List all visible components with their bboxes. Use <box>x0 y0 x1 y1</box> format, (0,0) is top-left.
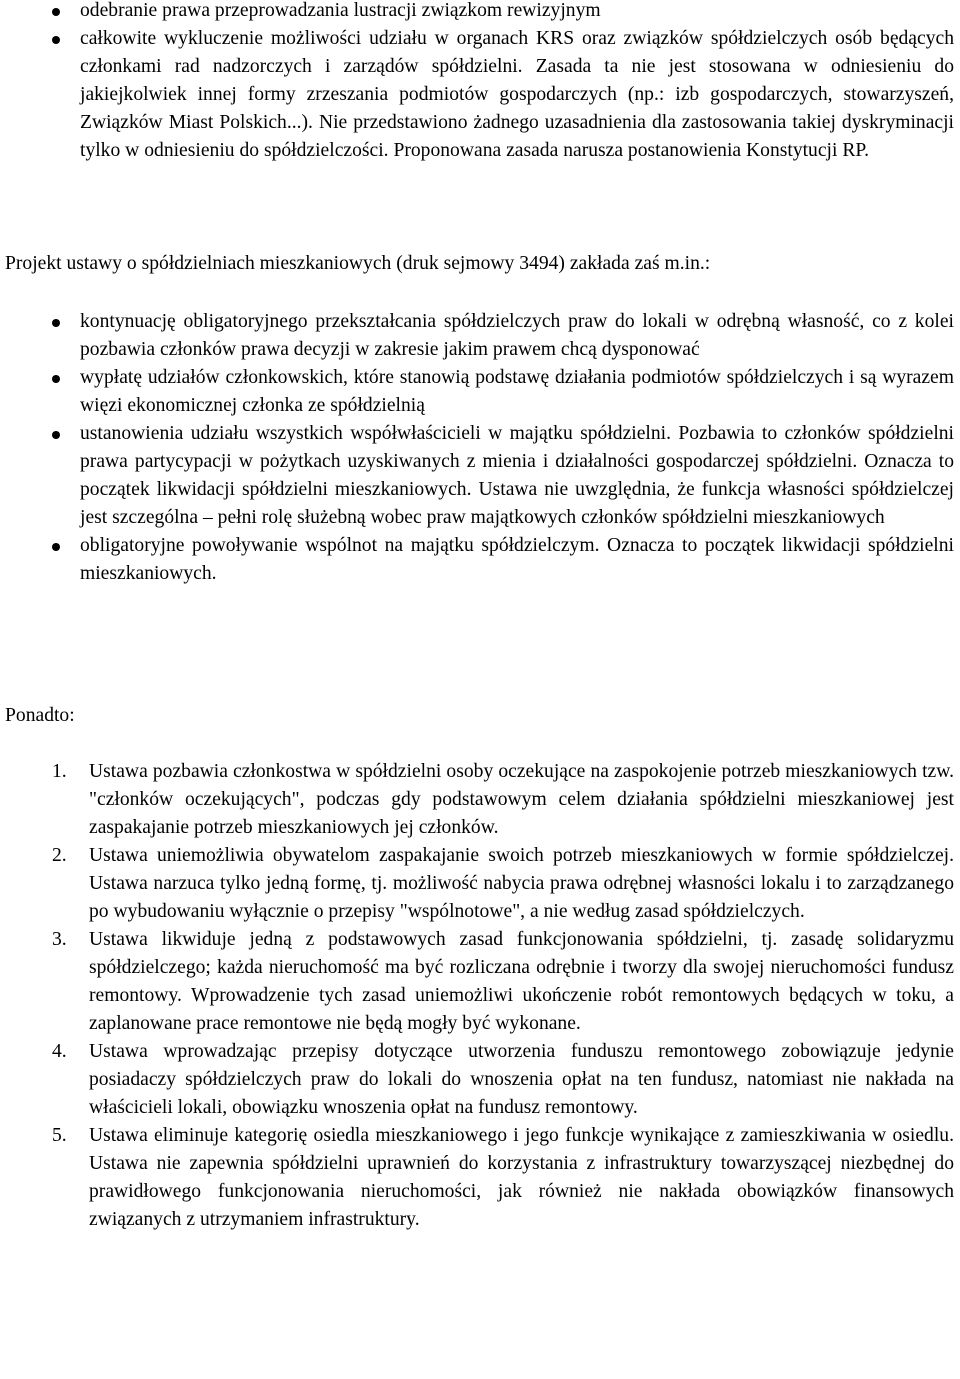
list-item-text: całkowite wykluczenie możliwości udziału w organach KRS oraz związków spółdzielczych osób będących członkami rad nadzorczych i zarządów spółdzielni. Zasada ta nie jest stosowana w odniesieniu do jakiejkolwiek innej formy zrzeszania podmiotów gospodarczych (np.: izb gospodarczych, stowarzyszeń, Związków Miast Polskich...). Nie przedstawiono żadnego uzasadnienia dla zastosowania takiej dyskryminacji tylko w odniesieniu do spółdzielczości. Proponowana zasada narusza postanowienia Konstytucji RP. <box>80 28 954 161</box>
bullet-list-bill-provisions <box>0 308 960 588</box>
bullet-icon <box>52 8 60 16</box>
numbered-item-text: Ustawa eliminuje kategorię osiedla mieszkaniowego i jego funkcje wynikające z zamieszkiwania w osiedlu. Ustawa nie zapewnia spółdzielni uprawnień do korzystania z infrastruktury towarzyszącej niezbędnej do prawidłowego funkcjonowania nieruchomości, jak również nie nakłada obowiązków finansowych związanych z utrzymaniem infrastruktury. <box>89 1125 954 1230</box>
numbered-list <box>0 758 960 1234</box>
item-number: 3. <box>52 929 67 950</box>
list-item <box>0 420 960 532</box>
bullet-icon <box>52 375 60 383</box>
list-item <box>0 364 960 420</box>
bullet-icon <box>52 36 60 44</box>
list-item-text: wypłatę udziałów członkowskich, które stanowią podstawę działania podmiotów spółdzielczych i są wyrazem więzi ekonomicznej członka ze spółdzielnią <box>80 367 954 416</box>
item-number: 5. <box>52 1125 67 1146</box>
numbered-item <box>0 1122 960 1234</box>
bullet-icon <box>52 431 60 439</box>
list-item-text: odebranie prawa przeprowadzania lustracji związkom rewizyjnym <box>80 0 601 21</box>
list-item-text: kontynuację obligatoryjnego przekształcania spółdzielczych praw do lokali w odrębną własność, co z kolei pozbawia członków prawa decyzji w zakresie jakim prawem chcą dysponować <box>80 311 954 360</box>
item-number: 4. <box>52 1041 67 1062</box>
numbered-item <box>0 758 960 842</box>
item-number: 2. <box>52 845 67 866</box>
list-item <box>0 308 960 364</box>
numbered-item <box>0 842 960 926</box>
list-item <box>0 0 960 25</box>
numbered-item-text: Ustawa pozbawia członkostwa w spółdzielni osoby oczekujące na zaspokojenie potrzeb mieszkaniowych tzw. "członków oczekujących", podczas gdy podstawowym celem działania spółdzielni mieszkaniowej jest zaspakajanie potrzeb mieszkaniowych jej członków. <box>89 761 954 838</box>
list-item <box>0 25 960 165</box>
intro-paragraph: Projekt ustawy o spółdzielniach mieszkaniowych (druk sejmowy 3494) zakłada zaś m.in.: <box>5 253 711 274</box>
numbered-item-text: Ustawa likwiduje jedną z podstawowych zasad funkcjonowania spółdzielni, tj. zasadę solidaryzmu spółdzielczego; każda nieruchomość ma być rozliczana odrębnie i tworzy dla swojej nieruchomości fundusz remontowy. Wprowadzenie tych zasad uniemożliwi ukończenie robót remontowych będących w toku, a zaplanowane prace remontowe nie będą mogły być wykonane. <box>89 929 954 1034</box>
bullet-icon <box>52 319 60 327</box>
numbered-item-text: Ustawa uniemożliwia obywatelom zaspakajanie swoich potrzeb mieszkaniowych w formie spółdzielczej. Ustawa narzuca tylko jedną formę, tj. możliwość nabycia prawa odrębnej własności lokalu i to zarządzanego po wybudowaniu wyłącznie o przepisy "wspólnotowe", a nie według zasad spółdzielczych. <box>89 845 954 922</box>
list-item-text: ustanowienia udziału wszystkich współwłaścicieli w majątku spółdzielni. Pozbawia to członków spółdzielni prawa partycypacji w pożytkach uzyskiwanych z mienia i działalności gospodarczej spółdzielni. Oznacza to początek likwidacji spółdzielni mieszkaniowych. Ustawa nie uwzględnia, że funkcja własności spółdzielczej jest szczególna – pełni rolę służebną wobec praw majątkowych członków spółdzielni mieszkaniowych <box>80 423 954 528</box>
numbered-item-text: Ustawa wprowadzając przepisy dotyczące utworzenia funduszu remontowego zobowiązuje jedynie posiadaczy spółdzielczych praw do lokali do wnoszenia opłat na ten fundusz, natomiast nie nakłada na właścicieli lokali, obowiązku wnoszenia opłat na fundusz remontowy. <box>89 1041 954 1118</box>
list-item <box>0 532 960 588</box>
ponadto-heading: Ponadto: <box>5 705 75 726</box>
numbered-item <box>0 926 960 1038</box>
list-item-text: obligatoryjne powoływanie wspólnot na majątku spółdzielczym. Oznacza to początek likwidacji spółdzielni mieszkaniowych. <box>80 535 954 584</box>
bullet-icon <box>52 543 60 551</box>
numbered-item <box>0 1038 960 1122</box>
bullet-list-restrictions <box>0 0 960 165</box>
item-number: 1. <box>52 761 67 782</box>
